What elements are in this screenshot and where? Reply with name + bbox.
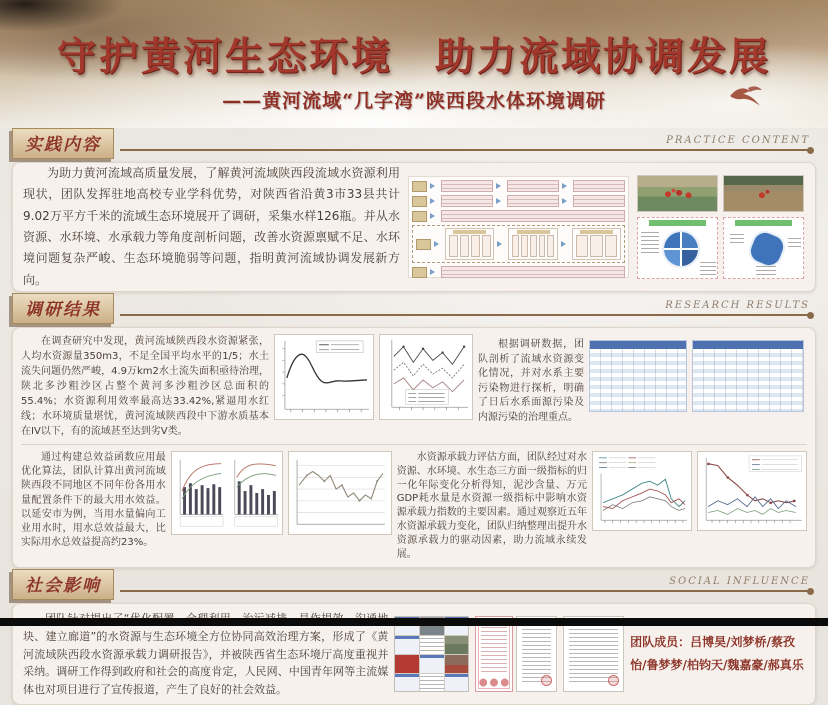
media-screenshot-tile (395, 655, 419, 673)
blue-flower-shape (748, 229, 787, 268)
social-heading: 社会影响 (12, 569, 114, 600)
section-head-research (12, 298, 816, 324)
water-resource-trend-chart (274, 334, 374, 420)
arrow-icon (561, 241, 569, 247)
research-heading: 调研结果 (12, 293, 114, 324)
section-head-social (12, 574, 816, 600)
flowchart-group (445, 228, 494, 260)
flowchart-group (572, 228, 621, 260)
table-body-rows (693, 349, 803, 411)
flowchart-item (471, 235, 480, 257)
research-paragraph-4: 水资源承载力评估方面，团队经过对水资源、水环境、水生态三方面一级指标的归一化年际变化分析得知，泥沙含量、万元GDP耗水量是水资源一级指标中影响水资源承载力指数的主要因素。通过观察近五年水资源承载力变化，团队归纳整理出提升水资源承载力的驱动因素，助力流域永续发展。 (396, 452, 587, 560)
flowchart-process-band (412, 225, 625, 263)
honor-certificate (475, 616, 513, 692)
arrow-icon (434, 241, 442, 247)
indicator-wheel-diagram (637, 217, 718, 279)
flowchart-item (460, 235, 469, 257)
media-screenshot-tile (445, 655, 469, 673)
flowchart-item (512, 235, 519, 257)
arrow-icon (430, 183, 438, 189)
flowchart-item (539, 235, 546, 257)
flowchart-item (449, 235, 458, 257)
report-page (516, 616, 557, 692)
arrow-icon (496, 183, 504, 189)
arrow-icon (430, 269, 438, 275)
flowchart-step (441, 210, 625, 222)
media-screenshot-tile (395, 636, 419, 654)
water-use-benefit-bar-charts (171, 451, 283, 535)
arrow-icon (497, 241, 505, 247)
flowchart-stage-label (412, 267, 427, 278)
flowchart-group (508, 228, 557, 260)
survey-flowchart-figure (408, 176, 629, 278)
research-paragraph-1: 在调查研究中发现，黄河流域陕西段水资源紧张，人均水资源量350m3，不足全国平均水平的1/5；水土流失问题仍然严峻，4.9万km2水土流失面积亟待治理，陕北多沙粗沙区占整个黄河多沙粗沙区总面积的55.4%；水资源利用效率最高达33.42%,紧逼用水红线；水环境质量堪忧，黄河流域陕西段中下游水质基本在IV以下，有的流域甚至达到劣V类。 (21, 336, 269, 437)
flowchart-step (441, 180, 493, 192)
flowchart-item (482, 235, 491, 257)
flowchart-row (412, 180, 625, 192)
social-paragraph: 块、建立廊道”的水资源与生态环境全方位协同高效治理方案，形成了《黄河流域陕西段水资源承载力调研报告》，并被陕西省生态环境厅高度重视并采纳。调研工作得到政府和社会的高度肯定，人民网、中国青年网等主流媒体也对项目进行了宣传报道，产生了良好的社会效益。 (23, 629, 389, 696)
practice-panel (12, 162, 816, 292)
benefit-curve-chart (288, 451, 392, 535)
flowchart-stage-label (412, 211, 427, 222)
arrow-icon (562, 183, 570, 189)
water-quality-data-table (589, 340, 687, 412)
text-placeholder (730, 234, 744, 246)
diagram-title-bar (649, 220, 706, 226)
team-members: 团队成员：吕博昊/刘梦桥/蔡孜怡/鲁梦梦/柏钧天/魏嘉豪/郝真乐 (630, 634, 804, 673)
practice-heading-en: PRACTICE CONTENT (666, 135, 810, 146)
pollutant-series-chart (379, 334, 473, 420)
certificate-group (475, 616, 557, 692)
text-placeholder (700, 262, 716, 276)
fieldwork-photo-riverbank (723, 175, 804, 212)
flowchart-step (507, 180, 559, 192)
flowchart-item (605, 235, 618, 257)
pollutant-data-table (692, 340, 804, 412)
table-header-row (590, 341, 686, 349)
flowchart-step (441, 195, 493, 207)
social-rule (120, 590, 812, 592)
flowchart-stage-label (412, 181, 427, 192)
social-heading-en: SOCIAL INFLUENCE (669, 576, 810, 588)
research-panel (12, 327, 816, 568)
text-placeholder (788, 238, 801, 250)
flowchart-step (507, 195, 559, 207)
table-body-rows (590, 349, 686, 411)
fieldwork-photo-sampling (637, 175, 718, 212)
media-screenshot-tile (420, 674, 444, 692)
flowchart-stage-label (416, 239, 431, 250)
media-screenshot-tile (445, 636, 469, 654)
poster-subtitle: ——黄河流域“几字湾”陕西段水体环境调研 (222, 90, 606, 112)
capacity-flower-diagram (723, 217, 804, 279)
media-coverage-collage (394, 616, 469, 692)
certificate-stamps (476, 678, 512, 687)
table-header-row (693, 341, 803, 349)
arrow-icon (430, 213, 438, 219)
research-paragraph-2: 根据调研数据，团队剖析了流域水资源变化情况，并对水系主要污染物进行探析，明确了日后水系面源污染及内源污染的治理重点。 (478, 339, 584, 423)
carrying-capacity-chart-b (697, 451, 807, 531)
media-screenshot-tile (420, 636, 444, 654)
text-placeholder (756, 266, 776, 276)
diagram-title-bar (735, 220, 792, 226)
flowchart-item (521, 235, 528, 257)
practice-heading: 实践内容 (12, 128, 114, 159)
poster-title: 守护黄河生态环境 助力流域协调发展 (56, 34, 771, 80)
flowchart-item (576, 235, 589, 257)
media-screenshot-tile (445, 674, 469, 692)
research-heading-en: RESEARCH RESULTS (665, 300, 810, 311)
research-rule (120, 314, 812, 316)
media-screenshot-tile (395, 674, 419, 692)
flowchart-item (530, 235, 537, 257)
bottom-black-bar (0, 618, 828, 626)
adoption-letter-page (563, 616, 624, 692)
research-paragraph-3: 通过构建总效益函数应用最优化算法，团队计算出黄河流域陕西段不同地区不同年份各用水量配置条件下的最大用水效益。以延安市为例，当用水量偏向工业用水时，用水总效益最大，比实际用水总效益提高约23%。 (21, 452, 166, 549)
flowchart-step (573, 195, 625, 207)
arrow-icon (496, 198, 504, 204)
certificate-text-lines (481, 627, 507, 675)
text-placeholder (641, 232, 659, 254)
flowchart-row (412, 210, 625, 222)
practice-paragraph: 为助力黄河流域高质量发展，了解黄河流域陕西段流域水资源利用现状，团队发挥驻地高校专业学科优势，对陕西省沿黄3市33县共计9.02万平方千米的流域生态环境展开了调研，采集水样126瓶。并从水资源、水环境、水承载力等角度剖析问题，改善水资源禀赋不足、水环境问题复杂严峻、生态环境脆弱等问题，指明黄河流域协调发展新方向。 (23, 165, 400, 287)
flowchart-step (441, 266, 625, 278)
flowchart-item (590, 235, 603, 257)
carrying-capacity-chart-a (592, 451, 692, 531)
poster-header (0, 0, 828, 128)
media-screenshot-tile (420, 655, 444, 673)
arrow-icon (430, 198, 438, 204)
flowchart-row (412, 266, 625, 278)
four-quadrant-pie (664, 232, 698, 266)
arrow-icon (562, 198, 570, 204)
bird-icon (726, 84, 766, 110)
flowchart-step (573, 180, 625, 192)
section-head-practice (12, 133, 816, 159)
practice-rule (120, 149, 812, 151)
flowchart-row (412, 195, 625, 207)
flowchart-stage-label (412, 196, 427, 207)
flowchart-item (547, 235, 554, 257)
